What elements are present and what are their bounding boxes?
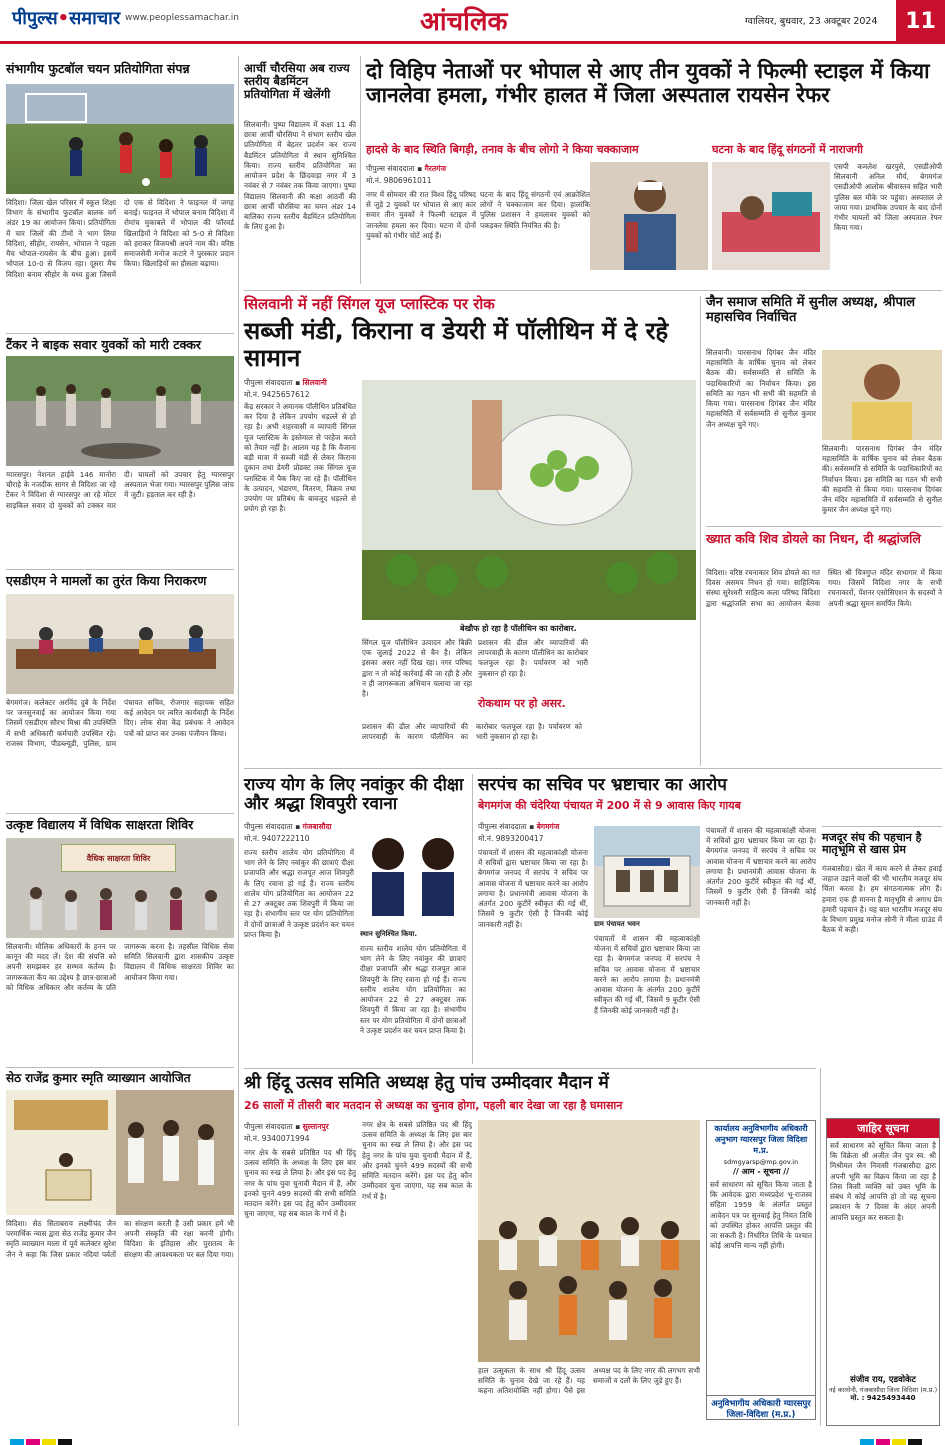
yoga-mobile: मो.नं. 9407222110 xyxy=(244,834,310,843)
badminton-headline: आर्ची चौरसिया अब राज्य स्तरीय बैडमिंटन प्रतियोगिता में खेलेंगी xyxy=(244,61,350,101)
tanker-body: ग्यारसपुर। नेशनल हाईवे 146 मानोरा चौराहे के नजदीक सागर से विदिशा जा रहे टैंकर ने विदिशा से ग्यारसपुर आ रहे मोटर साइकिल सवार दो युवकों को टक्कर मार दी। घायलों को उपचार हेतु ग्यारसपुर अस्पताल भेजा गया। ग्यारसपुर पुलिस जांच में जुटी। हड़ताल कर रही है। xyxy=(6,470,234,510)
public-hearing-image xyxy=(6,594,234,694)
kavi-headline: ख्यात कवि शिव डोयले का निधन, दी श्रद्धांजलि xyxy=(706,531,921,546)
smriti-headline: सेठ राजेंद्र कुमार स्मृति व्याख्यान आयोजित xyxy=(6,1071,191,1085)
sdm-photo xyxy=(6,594,234,694)
jain-body-2: सिलवानी। पारसनाथ दिगंबर जैन मंदिर महासमिति के वार्षिक चुनाव को लेकर बैठक की। सर्वसम्मति से समिति के पदाधिकारियों का निर्वाचन किया। इस समिति का गठन भी सभी की सहमति से किया गया। पारसनाथ दिगंबर जैन मंदिर महासमिति में सर्वसम्मति से सुनील कुमार जैन अध्यक्ष चुने गए। xyxy=(822,444,942,515)
vhp-subhead-2: घटना के बाद हिंदू संगठनों में नाराजगी xyxy=(712,143,863,156)
brand-logo: पीपुल्स•समाचार xyxy=(12,8,121,29)
plastic-kicker: सिलवानी में नहीं सिंगल यूज प्लास्टिक पर रोक xyxy=(244,295,495,313)
football-body: विदिशा। जिला खेल परिसर में स्कूल शिक्षा विभाग के संभागीय फुटबॉल बालक वर्ग अंडर 19 का आयोजन किया। प्रतियोगिता में चार जिलों की टीमों ने भाग लिया विदिशा, सीहोर, रायसेन, भोपाल ने पहला मैच भोपाल-रायसेन के बीच हुआ। इसमें भोपाल 10-0 से विजय रहा। दूसरा मैच विदिशा बनाम सीहोर के मध्य हुआ जिसमें दो एक से विदिशा ने फाइनल में जगह बनाई। फाइनल में भोपाल बनाम विदिशा में रोमांच मुकाबले में भोपाल की फॉरवर्ड खिलाड़ियों ने विदिशा को 5-0 से विदिशा को हराकर विजयश्री अपने नाम की। वरिष्ठ समाजसेवी मनोज कटारे ने पुरस्कार प्रदान किया। खिलाड़ियों का हौसला बढ़ाया। xyxy=(6,198,234,279)
plastic-caption: बेखौफ हो रहा है पॉलीथिन का कारोबार. xyxy=(460,624,577,633)
sdm-body: बेगमगंज। कलेक्टर अरविंद दुबे के निर्देश पर जनसुनवाई का आयोजन किया गया जिसमें एसडीएम सौरभ मिश्रा की उपस्थिति में सभी अधिकारी कर्मचारी उपस्थित रहे। राजस्व विभाग, पीडब्ल्यूडी, पुलिस, ग्राम पंचायत सचिव, रोजगार सहायक सहित कई आवेदन पर त्वरित कार्यवाही के निर्देश दिए। लोक सेवा केंद्र प्रबंधक ने आवेदन पत्रों को प्राप्त कर उनका पंजीयन किया। xyxy=(6,698,234,748)
majdoor-headline: मजदूर संघ की पहचान है मातृभूमि से खास प्रेम xyxy=(822,831,922,857)
vhp-byline: पीपुल्स संवाददाता ▪ गैरतगंज xyxy=(366,164,446,173)
vidhik-body: सिलवानी। मौलिक अधिकारों के हनन पर कानून की मदद लें। देश की संपत्ति को अपनी समझकर हर सम्भव कर्तव्य है। जागरूकता कैंप का उद्देश्य है छात्र-छात्राओं को विधिक अधिकार और कर्तव्य के प्रति जागरूक करना है। तहसील विधिक सेवा समिति सिलवानी द्वारा शासकीय उत्कृष्ट विद्यालय में विधिक साक्षरता शिविर का आयोजन किया गया। xyxy=(6,942,234,992)
notice-signer-address: नई कालोनी, गंजबासौदा जिला विदिशा (म.प्र.) xyxy=(828,1386,938,1394)
sunil-portrait-image xyxy=(822,350,942,440)
hindu-headline: श्री हिंदू उत्सव समिति अध्यक्ष हेतु पांच उम्मीदवार मैदान में xyxy=(244,1073,609,1093)
sarpanch-subhead: बेगमगंज की चंदेरिया पंचायत में 200 में से 9 आवास किए गायब xyxy=(478,799,741,812)
vhp-body-2: घटना के बाद हिंदू संगठनों एवं आक्रोशित लोगों ने चक्काजाम कर दिया। हालांकि पुलिस प्रशासन ने हमलावर युवकों को पकड़कर स्थिति नियंत्रित की है। xyxy=(480,190,590,230)
public-notice xyxy=(826,1118,940,1426)
hindu-body: नगर क्षेत्र के सबसे प्रतिष्ठित पद श्री हिंदू उत्सव समिति के अध्यक्ष के लिए इस बार चुनाव का रुख ले लिया है। और इस पद हेतु नगर के पांच युवा चुनावी मैदान में हैं, और इनको चुनने 499 सदस्यों की सभी समिति मतदान करेंगे। इस पद हेतु कौन उम्मीदवार चुना जाएगा, यह सब काल के गर्भ में है। xyxy=(244,1148,356,1219)
vhp-photo-hospital xyxy=(712,162,830,270)
hospital-bed-image xyxy=(712,162,830,270)
plastic-photo xyxy=(362,380,696,620)
plastic-subhead: रोकथाम पर हो असर. xyxy=(478,697,566,710)
court-notice-email: sdmgyarsp@mp.gov.in xyxy=(723,1158,799,1166)
lecture-event-image xyxy=(6,1090,234,1215)
notice-signer-mobile: मो. : 9425493440 xyxy=(850,1394,916,1402)
committee-meeting-image xyxy=(478,1120,700,1362)
football-players-image xyxy=(6,84,234,194)
hindu-mobile: मो.नं. 9340071994 xyxy=(244,1134,310,1143)
sdm-headline: एसडीएम ने मामलों का तुरंत किया निराकरण xyxy=(6,573,207,588)
sarpanch-photo xyxy=(594,826,700,918)
yoga-byline: पीपुल्स संवाददाता ▪ गंजबासौदा xyxy=(244,822,332,831)
badminton-body: सिलवानी। पुष्पा विद्यालय में कक्षा 11 की छात्रा आर्ची चौरसिया ने संभाग स्तरीय खेल प्रतियोगिता में बेहतर प्रदर्शन कर राज्य बैडमिंटन प्रतियोगिता में स्थान सुनिश्चित किया। राज्य स्तरीय प्रतियोगिता का आयोजन प्रदेश के छिंदवाड़ा नगर में 3 नवंबर से 7 नवंबर तक किया जाएगा। पुष्पा विद्यालय सिलवानी की कक्षा आठवीं की छात्रा आर्ची चौरसिया का चयन अंडर 14 बालिका राज्य स्तरीय बैडमिंटन प्रतियोगिता के लिए हुआ है। xyxy=(244,120,356,232)
students-portraits-image xyxy=(360,826,466,926)
tanker-photo xyxy=(6,356,234,466)
vidhik-headline: उत्कृष्ट विद्यालय में विधिक साक्षरता शिविर xyxy=(6,817,194,832)
page-number: 11 xyxy=(896,0,945,44)
color-registration-bar xyxy=(10,1432,74,1445)
color-registration-bar-right xyxy=(860,1432,924,1445)
hindu-body-b: नगर क्षेत्र के सबसे प्रतिष्ठित पद श्री हिंदू उत्सव समिति के अध्यक्ष के लिए इस बार चुनाव का रुख ले लिया है। और इस पद हेतु नगर के पांच युवा चुनावी मैदान में हैं, और इनको चुनने 499 सदस्यों की सभी समिति मतदान करेंगे। इस पद हेतु कौन उम्मीदवार चुना जाएगा, यह सब काल के गर्भ में है। xyxy=(362,1120,472,1201)
sarpanch-caption: ग्राम पंचायत भवन xyxy=(594,920,640,928)
football-photo xyxy=(6,84,234,194)
section-title: आंचलिक xyxy=(420,7,508,37)
plastic-byline: पीपुल्स संवाददाता ▪ सिलवानी xyxy=(244,378,327,387)
injured-man-image xyxy=(590,162,708,270)
plastic-body: केंद्र सरकार ने अमानक पॉलीथिन प्रतिबंधित कर दिया है लेकिन उपयोग धड़ल्ले से हो रहा है। अभी शहरवासी व व्यापारी सिंगल यूज प्लास्टिक के इस्तेमाल से परहेज करते को तैयार नहीं है। आलम यह है कि वैजाना बड़ी मात्रा में सब्जी मंडी से लेकर किराना दुकान तथा डेयरी प्रोडक्ट तक सिंगल यूज प्लास्टिक में पैक किए जा रहे हैं। पॉलीथिन के उत्पादन, भंडारण, वितरण, विक्रय तथा उपयोग पर प्रतिबंध के बावजूद धड़ल्ले से प्रयोग हो रहा है। xyxy=(244,402,356,514)
majdoor-body: गंजबासौदा। खेत में काम करने से लेकर हवाई जहाज उड़ाने वालों की भी भारतीय मजदूर संघ चिंता करता है। हम संगठनात्मक लोग हैं। हमारा एक ही मानना है मातृभूमि से अगाध प्रेम हमारी पहचान है। यह बात भारतीय मजदूर संघ के विभाग प्रमुख मनोज सोनी ने मीला ग्राउंड में बैठक में कही। xyxy=(822,864,942,935)
court-notice-sub: // आम - सूचना // xyxy=(732,1167,790,1176)
hindu-byline: पीपुल्स संवाददाता ▪ सुल्तानपुर xyxy=(244,1122,329,1131)
smriti-photo xyxy=(6,1090,234,1215)
vhp-subhead: हादसे के बाद स्थिति बिगड़ी, तनाव के बीच लोगो ने किया चक्काजाम xyxy=(366,143,639,156)
court-notice-body: सर्व साधारण को सूचित किया जाता है कि आवेदक द्वारा मध्यप्रदेश भू-राजस्व संहिता 1959 के अंतर्गत प्रस्तुत आवेदन पत्र पर सुनवाई हेतु नियत तिथि को उपस्थित होकर आपत्ति प्रस्तुत की जा सकती है। निर्धारित तिथि के पश्चात कोई आपत्ति मान्य नहीं होगी। xyxy=(710,1180,812,1251)
notice-signer: संजीव राय, एडवोकेट xyxy=(850,1375,916,1385)
dateline: ग्वालियर, बुधवार, 23 अक्टूबर 2024 xyxy=(745,16,878,27)
vhp-mobile: मो.नं. 9806961011 xyxy=(366,176,432,185)
yoga-body-2: राज्य स्तरीय शालेय योग प्रतियोगिता में भाग लेने के लिए नवांकुर की छात्राएं दीक्षा प्रजापति और श्रद्धा राजपूत आज शिवपुरी के लिए रवाना हो गई हैं। राज्य स्तरीय शालेय योग प्रतियोगिता का आयोजन 22 से 27 अक्टूबर तक शिवपुरी में किया जा रहा है। संभागीय स्तर पर योग प्रतियोगिता में दोनों छात्राओं ने उत्कृष्ट प्रदर्शन कर चयन प्राप्त किया है। xyxy=(360,944,466,1035)
court-notice xyxy=(706,1120,816,1420)
court-notice-foot: अनुविभागीय अधिकारी ग्यारसपुर जिला-विदिशा (म.प्र.) xyxy=(707,1395,815,1420)
site-url: www.peoplessamachar.in xyxy=(125,13,239,23)
sarpanch-byline: पीपुल्स संवाददाता ▪ बेगमगंज xyxy=(478,822,560,831)
kavi-body: विदिशा। वरिष्ठ रचनाकार शिव डोयले का गत दिवस असमय निधन हो गया। साहित्यिक संस्था सुरेश्वरी साहित्य कला परिषद विदिशा द्वारा श्रद्धांजलि सभा का आयोजन बेतवा स्थित श्री चित्रगुप्त मंदिर सभागार में किया गया। जिसमें विदिशा नगर के सभी रचनाकारों, पेंशनर एसोसिएशन के सदस्यों ने अपनी श्रद्धा सुमन समर्पित किये। xyxy=(706,568,942,608)
plastic-mobile: मो.नं. 9425657612 xyxy=(244,390,310,399)
hindu-body-c: हाल उत्सुकता के साथ श्री हिंदू उत्सव समिति के चुनाव देखे जा रहे हैं। यह कहना अतिशयोक्ति नहीं होगा। पैसे इस अध्यक्ष पद के लिए नगर की लगभग सभी समाजों व दलों के लिए जुड़े हुए हैं। xyxy=(478,1366,700,1396)
football-headline: संभागीय फुटबॉल चयन प्रतियोगिता संपन्न xyxy=(6,61,190,76)
tanker-headline: टैंकर ने बाइक सवार युवकों को मारी टक्कर xyxy=(6,337,202,352)
sarpanch-headline: सरपंच का सचिव पर भ्रष्टाचार का आरोप xyxy=(478,775,727,795)
plastic-body-4: प्रशासन की ढील और व्यापारियों की लापरवाही के कारण पॉलीथिन का कारोबार फलफूल रहा है। पर्यावरण को भारी नुकसान हो रहा है। xyxy=(362,722,582,742)
vhp-body-1: नगर में सोमवार की रात विश्व हिंदू परिषद से जुड़े 2 युवकों पर भोपाल से आए कार सवार तीन युवकों ने फिल्मी स्टाइल में जानलेवा हमला कर दिया। घटना में दोनों युवकों को गंभीर चोटें आई हैं। xyxy=(366,190,476,240)
vegetable-vendor-image xyxy=(362,380,696,620)
sarpanch-body-2: पंचायतों में शासन की महत्वाकांक्षी योजना में सचिवों द्वारा भ्रष्टाचार किया जा रहा है। बेगमगंज जनपद में सरपंच ने सचिव पर आवास योजना में भ्रष्टाचार करने का आरोप लगाया है। प्रधानमंत्री आवास योजना के अंतर्गत 200 कुटीरें स्वीकृत की गई थीं, जिसमें 9 कुटीर ऐसी हैं जिनकी कोई जानकारी नहीं है। xyxy=(594,934,700,1015)
notice-body: सर्व साधारण को सूचित किया जाता है कि विक्रेता श्री अजीत जैन पुत्र स्व. श्री मिश्रीमल जैन निवासी गंजबासौदा द्वारा अपनी भूमि का विक्रय किया जा रहा है जिस किसी व्यक्ति को उक्त भूमि के संबंध में कोई आपत्ति हो तो वह सूचना प्रकाशन के 7 दिवस के अंदर अपनी आपत्ति प्रस्तुत कर सकता है। xyxy=(830,1141,936,1222)
yoga-headline: राज्य योग के लिए नवांकुर की दीक्षा और श्रद्धा शिवपुरी रवाना xyxy=(244,775,464,815)
yoga-caption: स्थान सुनिश्चित किया. xyxy=(360,930,418,938)
plastic-body-2: सिंगल यूज पॉलीथिन उत्पादन और बिक्री एक जुलाई 2022 से बैन है। लेकिन इसका असर नहीं दिख रहा। नगर परिषद द्वारा न तो कोई कार्रवाई की जा रही है और न ही जागरूकता अभियान चलाया जा रहा है। xyxy=(362,638,472,699)
hindu-photo xyxy=(478,1120,700,1362)
smriti-body: विदिशा। सेठ सिताबराय लक्ष्मीचंद जैन परमार्थिक न्यास द्वारा सेठ राजेंद्र कुमार जैन स्मृति व्याख्यान माला में पूर्व कलेक्टर सुरेश जैन ने कहा कि जिस प्रकार नदियां पर्वतों का संरक्षण करती हैं उसी प्रकार हमें भी अपनी संस्कृति की रक्षा करनी होगी। विदिशा के इतिहास और पुरातत्व के संरक्षण की आवश्यकता पर बल दिया गया। xyxy=(6,1219,234,1259)
plastic-headline: सब्जी मंडी, किराना व डेयरी में पॉलीथिन में दे रहे सामान xyxy=(244,317,669,372)
notice-title: जाहिर सूचना xyxy=(827,1119,939,1138)
jain-portrait xyxy=(822,350,942,440)
hindu-subhead: 26 सालों में तीसरी बार मतदान से अध्यक्ष का चुनाव होगा, पहली बार देखा जा रहा है घमासान xyxy=(244,1099,623,1112)
sarpanch-body-3: पंचायतों में शासन की महत्वाकांक्षी योजना में सचिवों द्वारा भ्रष्टाचार किया जा रहा है। बेगमगंज जनपद में सरपंच ने सचिव पर आवास योजना में भ्रष्टाचार करने का आरोप लगाया है। प्रधानमंत्री आवास योजना के अंतर्गत 200 कुटीरें स्वीकृत की गई थीं, जिसमें 9 कुटीर ऐसी हैं जिनकी कोई जानकारी नहीं है। xyxy=(706,826,816,907)
vhp-photo-injured xyxy=(590,162,708,270)
vhp-body-6: एसपी कमलेश खरपुसे, एसडीओपी सिलवानी अनिल मौर्य, बेगमगंज एसडीओपी आलोक श्रीवास्तव सहित भारी पुलिस बल मौके पर पहुंचा। अस्पताल ले जाया गया। प्राथमिक उपचार के बाद दोनों गंभीर घायलों को जिला अस्पताल रेफर किया गया। xyxy=(834,162,942,233)
jain-headline: जैन समाज समिति में सुनील अध्यक्ष, श्रीपाल महासचिव निर्वाचित xyxy=(706,295,916,325)
yoga-photos xyxy=(360,826,466,926)
vhp-headline: दो विहिप नेताओं पर भोपाल से आए तीन युवकों ने फिल्मी स्टाइल में किया जानलेवा हमला, गंभीर हालत में जिला अस्पताल रायसेन रेफर xyxy=(366,59,930,107)
vidhik-banner: वैधिक साक्षरता शिविर xyxy=(61,844,176,872)
court-notice-head: कार्यालय अनुविभागीय अधिकारी अनुभाग ग्यारसपुर जिला विदिशा म.प्र. xyxy=(714,1124,808,1155)
yoga-body: राज्य स्तरीय शालेय योग प्रतियोगिता में भाग लेने के लिए नवांकुर की छात्राएं दीक्षा प्रजापति और श्रद्धा राजपूत आज शिवपुरी के लिए रवाना हो गई हैं। राज्य स्तरीय शालेय योग प्रतियोगिता का आयोजन 22 से 27 अक्टूबर तक शिवपुरी में किया जा रहा है। संभागीय स्तर पर योग प्रतियोगिता में दोनों छात्राओं ने उत्कृष्ट प्रदर्शन कर चयन प्राप्त किया है। xyxy=(244,848,354,939)
panchayat-building-image xyxy=(594,826,700,918)
plastic-body-3: प्रशासन की ढील और व्यापारियों की लापरवाही के कारण पॉलीथिन का कारोबार फलफूल रहा है। पर्यावरण को भारी नुकसान हो रहा है। xyxy=(478,638,588,678)
legal-camp-image xyxy=(6,838,234,938)
vidhik-photo xyxy=(6,838,234,938)
accident-scene-image xyxy=(6,356,234,466)
sarpanch-body: पंचायतों में शासन की महत्वाकांक्षी योजना में सचिवों द्वारा भ्रष्टाचार किया जा रहा है। बेगमगंज जनपद में सरपंच ने सचिव पर आवास योजना में भ्रष्टाचार करने का आरोप लगाया है। प्रधानमंत्री आवास योजना के अंतर्गत 200 कुटीरें स्वीकृत की गई थीं, जिसमें 9 कुटीर ऐसी हैं जिनकी कोई जानकारी नहीं है। xyxy=(478,848,588,929)
jain-body: सिलवानी। पारसनाथ दिगंबर जैन मंदिर महासमिति के वार्षिक चुनाव को लेकर बैठक की। सर्वसम्मति से समिति के पदाधिकारियों का निर्वाचन किया। इस समिति का गठन भी सभी की सहमति से किया गया। पारसनाथ दिगंबर जैन मंदिर महासमिति में सर्वसम्मति से सुनील कुमार जैन अध्यक्ष चुने गए। xyxy=(706,348,816,429)
sarpanch-mobile: मो.नं. 9893200417 xyxy=(478,834,544,843)
